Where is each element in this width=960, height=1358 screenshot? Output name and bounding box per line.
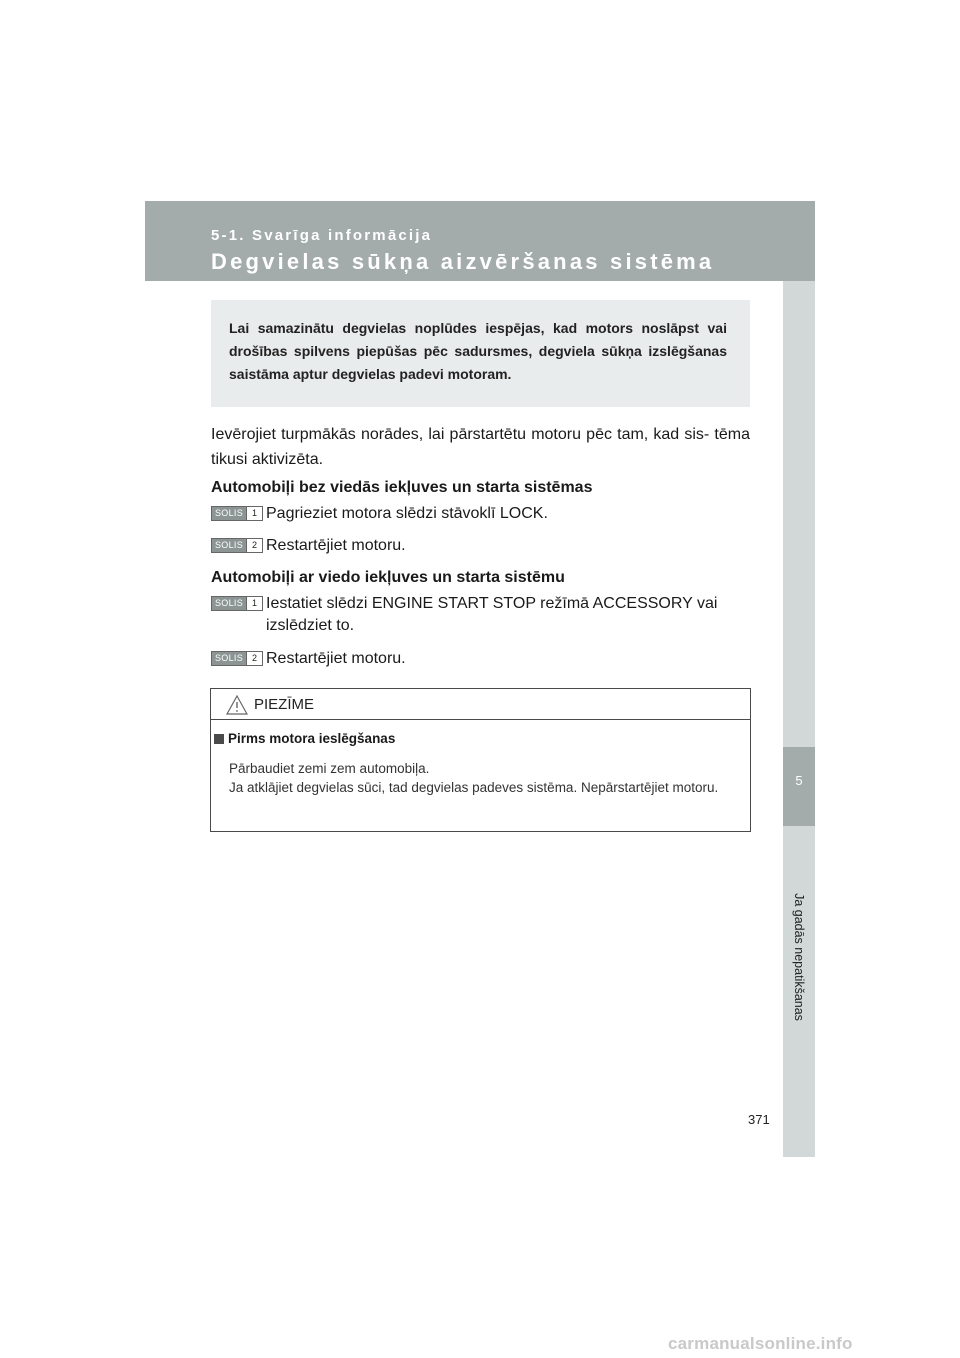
step-badge	[211, 506, 263, 521]
note-box	[210, 688, 751, 832]
body-paragraph: Ievērojiet turpmākās norādes, lai pārstartētu motoru pēc tam, kad sis- tēma tikusi aktivizēta.	[211, 426, 750, 468]
step-text: Iestatiet slēdzi ENGINE START STOP režīmā ACCESSORY vai izslēdziet to.	[266, 595, 718, 634]
step-badge	[211, 596, 263, 611]
step-badge	[211, 538, 263, 553]
step-badge-number: 1	[246, 597, 262, 610]
note-line: Ja atklājiet degvielas sūci, tad degvielas padeves sistēma. Nepārstartējiet motoru.	[229, 780, 719, 795]
chapter-side-tab	[783, 281, 815, 1157]
note-header	[211, 689, 750, 720]
step-badge-label: SOLIS	[212, 507, 246, 520]
note-subhead	[214, 731, 395, 746]
section-a-heading: Automobiļi bez viedās iekļuves un starta sistēmas	[211, 479, 593, 496]
step-badge-label: SOLIS	[212, 597, 246, 610]
step-badge-number: 2	[246, 652, 262, 665]
section-b-heading: Automobiļi ar viedo iekļuves un starta sistēmu	[211, 569, 565, 586]
step-text: Restartējiet motoru.	[266, 650, 406, 667]
note-title: PIEZĪME	[254, 696, 315, 713]
step-badge-number: 1	[246, 507, 262, 520]
step-badge-number: 2	[246, 539, 262, 552]
chapter-number: 5	[795, 773, 803, 788]
note-subhead-text: Pirms motora ieslēgšanas	[228, 731, 396, 746]
step-badge	[211, 651, 263, 666]
square-bullet-icon	[214, 734, 224, 744]
intro-box	[211, 300, 750, 407]
section-label: 5-1. Svarīga informācija	[211, 227, 433, 244]
chapter-title: Ja gadās nepatikšanas	[792, 893, 806, 1021]
note-text	[229, 759, 743, 797]
warning-triangle-icon	[226, 695, 248, 715]
watermark: carmanualsonline.info	[668, 1334, 853, 1353]
step-badge-label: SOLIS	[212, 539, 246, 552]
page-number: 371	[748, 1112, 770, 1127]
step-text: Restartējiet motoru.	[266, 537, 406, 554]
page-title: Degvielas sūkņa aizvēršanas sistēma	[211, 249, 715, 274]
chapter-number-block	[783, 747, 815, 826]
intro-text: Lai samazinātu degvielas noplūdes iespējas, kad motors noslāpst vai drošības spilvens piepūšas pēc sadursmes, degviela sūkņa izslēgšanas saistāma aptur degvielas padevi motoram.	[229, 320, 727, 382]
step-badge-label: SOLIS	[212, 652, 246, 665]
step-text: Pagrieziet motora slēdzi stāvoklī LOCK.	[266, 505, 548, 522]
section-header	[145, 201, 815, 281]
note-line: Pārbaudiet zemi zem automobiļa.	[229, 761, 430, 776]
